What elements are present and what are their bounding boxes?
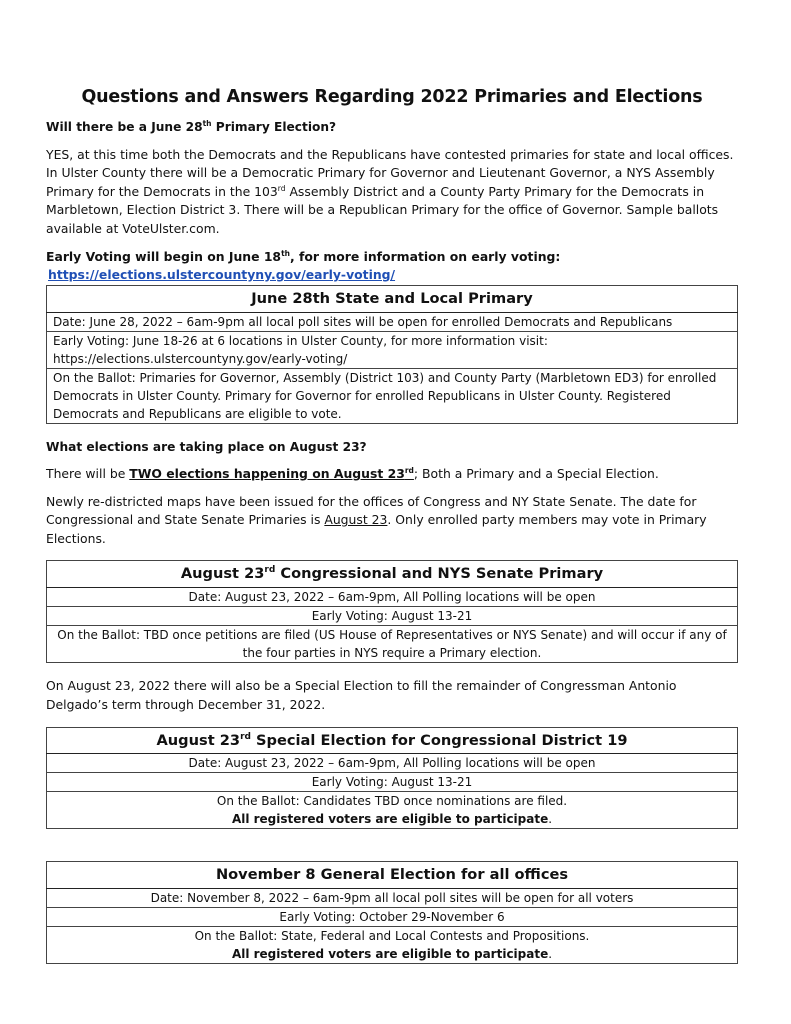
general-header: November 8 General Election for all offices — [47, 862, 738, 889]
june-table-ballot: On the Ballot: Primaries for Governor, Assembly (District 103) and County Party (Marbletown ED3) for enrolled Democrats in Ulster County. Primary for Governor for enrolled Republicans in Ulster County. Registered Democrats and Republicans are eligible to vote. — [47, 368, 738, 423]
june-table-header: June 28th State and Local Primary — [47, 285, 738, 312]
general-election-table — [46, 861, 738, 964]
aug-primary-header-post: Congressional and NYS Senate Primary — [275, 565, 604, 583]
aug-primary-header-pre: August 23 — [180, 565, 265, 583]
answer-text-b: Assembly District and a County Party Primary for the Democrats in Marbletown, Election District 3. There will be a Republican Primary for the office of Governor. Sample ballots available at VoteUlster.com. — [46, 183, 719, 236]
june-primary-table — [46, 285, 738, 424]
aug-primary-header — [47, 561, 738, 588]
answer-text-a: YES, at this time both the Democrats and the Republicans have contested primaries for state and local offices. In Ulster County there will be a Democratic Primary for Governor and Lieutenant Governor, a NYS Assembly Primary for the Democrats in the 103 — [46, 146, 734, 199]
general-eligibility-period: . — [548, 947, 553, 962]
early-text: Early Voting will begin on June 18 — [46, 248, 282, 264]
general-eligibility-text: All registered voters are eligible to participate — [231, 947, 549, 962]
early-voting-link[interactable]: https://elections.ulstercountyny.gov/early-voting/ — [48, 267, 396, 283]
page-title: Questions and Answers Regarding 2022 Primaries and Elections — [81, 87, 703, 107]
special-eligibility-period: . — [548, 812, 553, 827]
question-june-primary — [46, 118, 738, 136]
answer-june-primary — [46, 146, 738, 239]
early-voting-note — [46, 248, 738, 267]
p3-date: August 23 — [324, 512, 388, 528]
aug-primary-ballot: On the Ballot: TBD once petitions are filed (US House of Representatives or NYS Senate) and will occur if any of the four parties in NYS require a Primary election. — [47, 626, 738, 663]
general-ballot — [47, 927, 738, 964]
aug-primary-date: Date: August 23, 2022 – 6am-9pm, All Polling locations will be open — [47, 588, 738, 607]
june-table-date: Date: June 28, 2022 – 6am-9pm all local poll sites will be open for enrolled Democrats and Republicans — [47, 312, 738, 331]
general-eligibility — [53, 945, 731, 963]
p2-sup: rd — [404, 465, 414, 475]
special-ballot — [47, 792, 738, 829]
question-august-elections: What elections are taking place on August 23? — [46, 439, 367, 454]
early-sup: th — [281, 248, 290, 258]
p2-text-end: ; Both a Primary and a Special Election. — [413, 466, 659, 481]
spacer — [46, 843, 738, 861]
special-header-sup: rd — [240, 731, 251, 742]
special-early-voting: Early Voting: August 13-21 — [47, 773, 738, 792]
june-table-early-voting: Early Voting: June 18-26 at 6 locations in Ulster County, for more information visit: https://elections.ulstercountyny.gov/early-voting/ — [47, 331, 738, 368]
special-date: Date: August 23, 2022 – 6am-9pm, All Polling locations will be open — [47, 754, 738, 773]
special-header-pre: August 23 — [156, 731, 241, 749]
general-ballot-text: On the Ballot: State, Federal and Local Contests and Propositions. — [194, 929, 590, 944]
early-text-end: , for more information on early voting: — [290, 248, 561, 264]
p2-emphasis — [129, 466, 414, 481]
answer-sup: rd — [277, 183, 286, 193]
august-primary-table — [46, 560, 738, 663]
q1-sup: th — [202, 119, 212, 129]
special-header — [47, 727, 738, 754]
p2-emphasis-text: TWO elections happening on August 23 — [129, 466, 405, 481]
q1-text: Will there be a June 28 — [46, 120, 203, 135]
special-ballot-text: On the Ballot: Candidates TBD once nominations are filed. — [216, 794, 568, 809]
aug-primary-early-voting: Early Voting: August 13-21 — [47, 607, 738, 626]
p3-text: Newly re-districted maps have been issued for the offices of Congress and NY State Senate. The date for Congressional and State Senate Primaries is — [46, 493, 697, 528]
special-election-table — [46, 727, 738, 830]
aug-primary-header-sup: rd — [264, 565, 276, 576]
special-election-paragraph: On August 23, 2022 there will also be a Special Election to fill the remainder of Congressman Antonio Delgado’s term through December 31, 2022. — [46, 678, 677, 712]
q1-text-end: Primary Election? — [211, 120, 337, 135]
p3-text-end: . Only enrolled party members may vote in Primary Elections. — [46, 512, 707, 546]
p2-text: There will be — [46, 466, 130, 481]
redistricting-paragraph — [46, 493, 738, 549]
special-header-post: Special Election for Congressional District 19 — [250, 731, 628, 749]
special-eligibility — [53, 810, 731, 828]
document-page — [46, 84, 738, 978]
special-eligibility-text: All registered voters are eligible to participate — [231, 812, 549, 827]
august-two-elections — [46, 465, 738, 484]
general-early-voting: Early Voting: October 29-November 6 — [47, 908, 738, 927]
general-date: Date: November 8, 2022 – 6am-9pm all local poll sites will be open for all voters — [47, 889, 738, 908]
